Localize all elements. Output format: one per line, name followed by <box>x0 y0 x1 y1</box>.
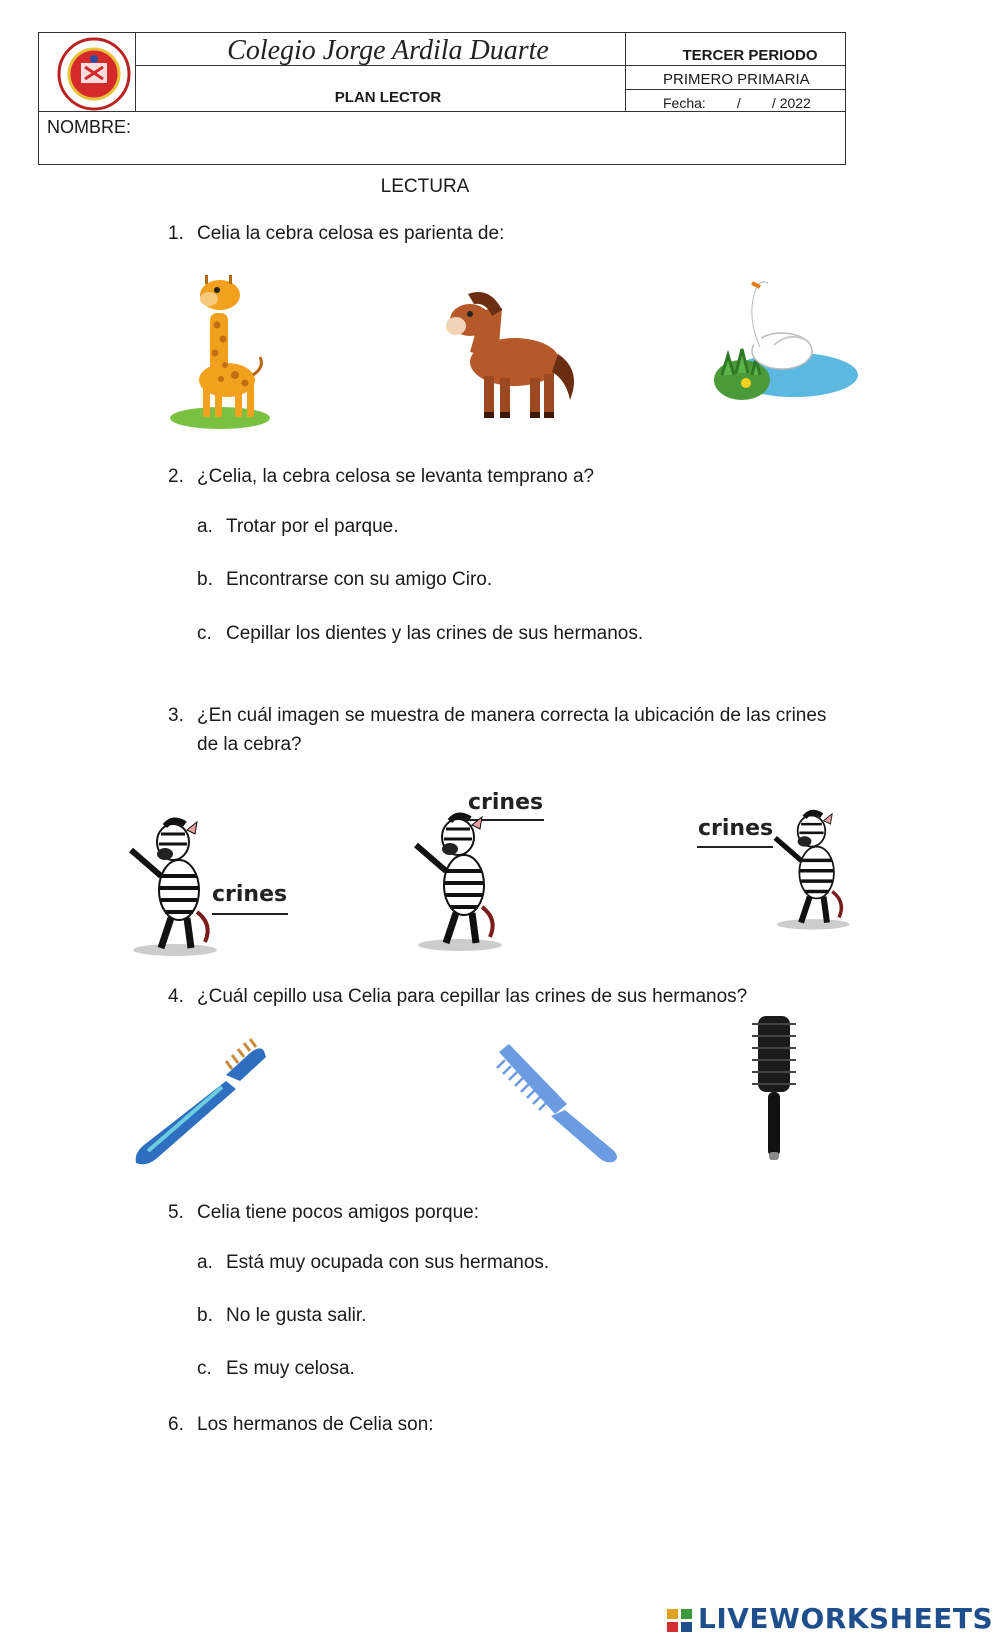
pointer-line <box>212 913 288 915</box>
school-name: Colegio Jorge Ardila Duarte <box>227 35 549 66</box>
option-text: Está muy ocupada con sus hermanos. <box>226 1252 550 1273</box>
question-text: ¿Celia, la cebra celosa se levanta temprano a? <box>197 466 595 487</box>
option-letter: a. <box>197 516 213 537</box>
question-text: Celia la cebra celosa es parienta de: <box>197 223 505 244</box>
question-text: ¿En cuál imagen se muestra de manera correcta la ubicación de las crines de la cebra? <box>197 705 827 755</box>
question-number: 6. <box>168 1414 184 1435</box>
question-number: 4. <box>168 986 184 1007</box>
option-letter: c. <box>197 623 212 644</box>
option-text: Cepillar los dientes y las crines de sus hermanos. <box>226 623 644 644</box>
divider <box>625 89 845 90</box>
divider <box>39 111 845 112</box>
header-table <box>38 32 846 165</box>
question-number: 3. <box>168 705 184 726</box>
horse-image[interactable] <box>440 280 585 425</box>
toothbrush-image[interactable] <box>130 1035 275 1170</box>
crines-label-1: crines <box>212 882 288 907</box>
pointer-line <box>697 846 773 848</box>
page-title: LECTURA <box>380 176 470 197</box>
giraffe-image[interactable] <box>165 275 275 435</box>
question-text: Celia tiene pocos amigos porque: <box>197 1202 480 1223</box>
option-letter: b. <box>197 1305 213 1326</box>
comb-image[interactable] <box>495 1040 625 1165</box>
footer-brand[interactable]: LIVEWORKSHEETS <box>698 1602 994 1635</box>
question-number: 5. <box>168 1202 184 1223</box>
zebra-image-3[interactable] <box>770 805 865 940</box>
option-text: Encontrarse con su amigo Ciro. <box>226 569 493 590</box>
date-field[interactable]: Fecha: / / 2022 <box>663 95 811 111</box>
option-letter: b. <box>197 569 213 590</box>
option-letter: a. <box>197 1252 213 1273</box>
crines-label-3: crines <box>698 816 774 841</box>
school-seal-icon <box>57 37 131 111</box>
hairbrush-image[interactable] <box>752 1012 796 1162</box>
question-text: ¿Cuál cepillo usa Celia para cepillar las crines de sus hermanos? <box>197 986 748 1007</box>
divider <box>135 33 136 111</box>
option-text: Trotar por el parque. <box>226 516 399 537</box>
grade-label: PRIMERO PRIMARIA <box>663 71 810 88</box>
option-text: No le gusta salir. <box>226 1305 367 1326</box>
crines-label-2: crines <box>468 790 544 815</box>
question-text: Los hermanos de Celia son: <box>197 1414 434 1435</box>
question-number: 1. <box>168 223 184 244</box>
liveworksheets-logo-icon <box>667 1609 693 1633</box>
question-number: 2. <box>168 466 184 487</box>
option-letter: c. <box>197 1358 212 1379</box>
swan-image[interactable] <box>712 275 862 410</box>
plan-label: PLAN LECTOR <box>334 89 442 106</box>
option-text: Es muy celosa. <box>226 1358 355 1379</box>
period-label: TERCER PERIODO <box>682 47 818 64</box>
zebra-image-2[interactable] <box>410 815 520 955</box>
name-field[interactable]: NOMBRE: <box>47 117 132 137</box>
